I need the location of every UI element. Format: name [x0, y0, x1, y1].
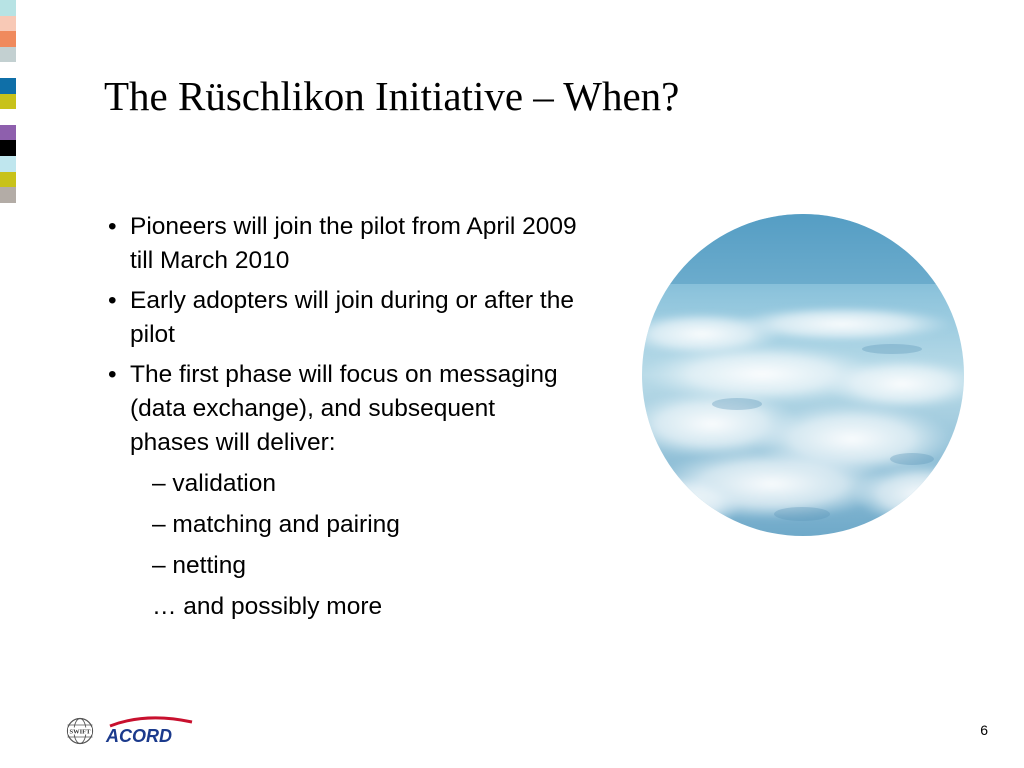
color-swatch	[0, 62, 16, 78]
bullet-text: The first phase will focus on messaging (data exchange), and subsequent phases will deliver:	[130, 361, 558, 456]
bullet-marker: •	[108, 213, 117, 240]
acord-logo-icon	[105, 718, 192, 746]
color-swatch	[0, 187, 16, 203]
bullet-marker: •	[108, 361, 117, 388]
color-swatch	[0, 78, 16, 94]
color-swatch	[0, 16, 16, 32]
color-swatch	[0, 125, 16, 141]
bullet-item	[108, 358, 578, 624]
color-swatch	[0, 172, 16, 188]
sub-item: – validation	[152, 470, 276, 497]
page-number: 6	[980, 722, 988, 738]
color-swatch	[0, 109, 16, 125]
acord-logo-text: ACORD	[106, 726, 172, 746]
color-swatch	[0, 140, 16, 156]
bullet-item	[108, 284, 578, 352]
footer-logos	[66, 712, 206, 750]
slide-title: The Rüschlikon Initiative – When?	[104, 73, 680, 119]
sub-list	[130, 467, 578, 624]
sub-item: – netting	[152, 552, 246, 579]
sub-item: – matching and pairing	[152, 511, 400, 538]
bullet-list	[108, 210, 578, 630]
color-swatch	[0, 47, 16, 63]
color-swatch	[0, 156, 16, 172]
bullet-text: Early adopters will join during or after the pilot	[130, 287, 574, 348]
bullet-item	[108, 210, 578, 278]
color-strip	[0, 0, 16, 203]
color-swatch	[0, 94, 16, 110]
bullet-marker: •	[108, 287, 117, 314]
sub-item: … and possibly more	[152, 593, 383, 620]
bullet-text: Pioneers will join the pilot from April 2009 till March 2010	[130, 213, 577, 274]
swift-logo-text: SWIFT	[69, 728, 91, 736]
swift-logo-icon	[68, 719, 93, 744]
cloud-photo-icon	[642, 214, 964, 536]
color-swatch	[0, 0, 16, 16]
color-swatch	[0, 31, 16, 47]
